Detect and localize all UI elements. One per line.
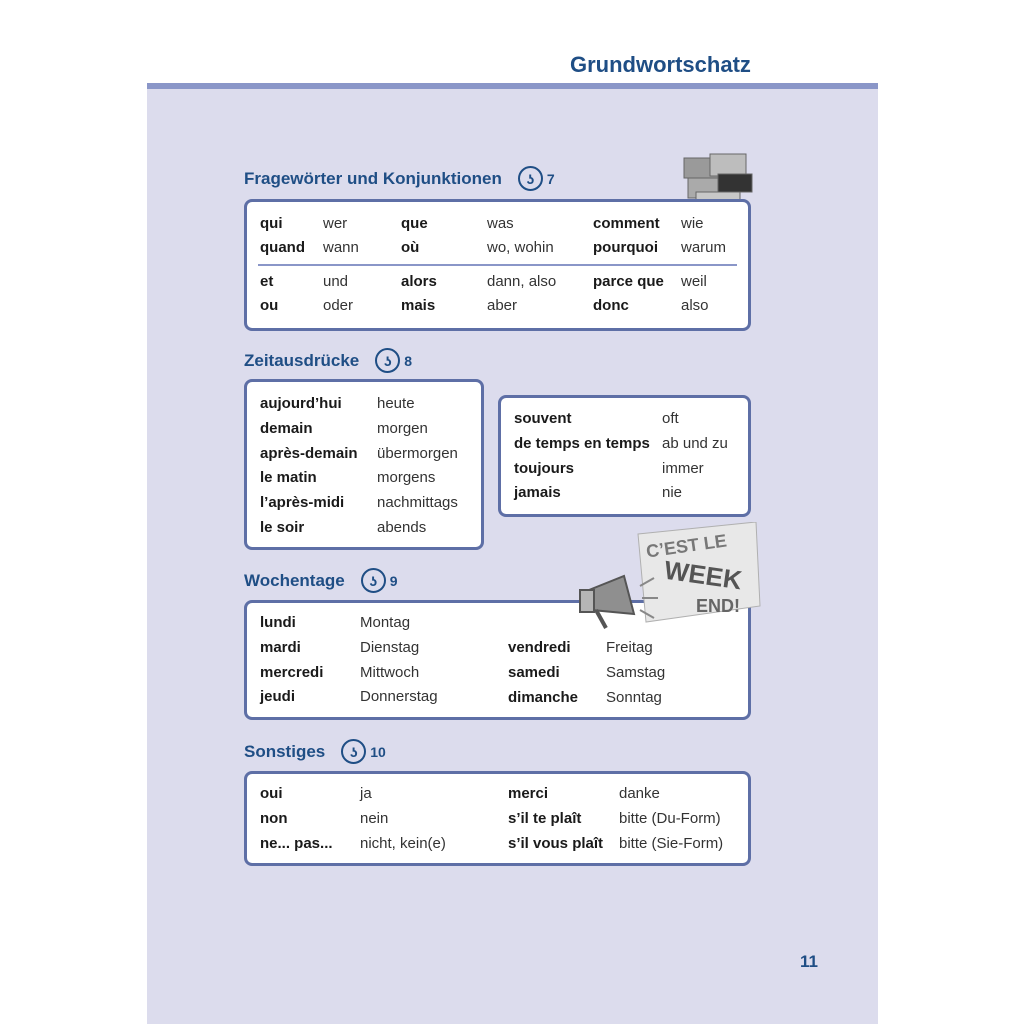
vocab-french: donc — [593, 297, 629, 314]
vocab-french: que — [401, 215, 428, 232]
vocab-french: demain — [260, 419, 313, 437]
vocab-french: aujourd’hui — [260, 395, 342, 412]
vocab-german: nachmittags — [377, 494, 458, 512]
vocab-french: alors — [401, 273, 437, 290]
audio-track-number: 10 — [370, 743, 386, 760]
sticker-line-2: WEEK — [662, 554, 744, 596]
vocab-german: bitte (Sie-Form) — [619, 834, 724, 852]
vocab-french: souvent — [514, 410, 572, 427]
megaphone-icon — [576, 568, 662, 632]
sticker-line-3: END! — [696, 596, 740, 616]
vocab-french: de temps en temps — [514, 434, 650, 452]
vocab-german: morgens — [377, 469, 436, 487]
vocab-french: samedi — [508, 663, 560, 681]
page-number: 11 — [800, 952, 818, 971]
box-sonstiges — [244, 771, 751, 866]
vocab-french: le soir — [260, 519, 305, 536]
vocab-german: heute — [377, 395, 415, 412]
box-zeit-right — [498, 395, 751, 517]
vocab-german: und — [323, 273, 349, 290]
audio-track-number: 9 — [389, 572, 398, 589]
vocab-german: morgen — [377, 419, 428, 437]
vocab-german: wo, wohin — [487, 239, 554, 256]
vocab-german: ab und zu — [662, 434, 728, 452]
vocab-german: nicht, kein(e) — [360, 834, 446, 852]
vocab-french: qui — [260, 215, 283, 232]
audio-track[interactable] — [361, 568, 398, 593]
vocab-german: aber — [487, 297, 518, 314]
vocab-french: mercredi — [260, 663, 324, 681]
vocab-german: nie — [662, 484, 683, 502]
vocab-french: après-demain — [260, 444, 358, 462]
audio-track-number: 7 — [546, 170, 555, 187]
vocab-french: le matin — [260, 469, 317, 487]
vocab-french: merci — [508, 785, 549, 802]
vocab-german: was — [487, 215, 514, 232]
audio-ear-icon: ʖ — [518, 166, 543, 191]
section-title-sonstiges — [244, 739, 386, 764]
vocab-french: comment — [593, 215, 660, 232]
vocab-french: s’il te plaît — [508, 809, 582, 827]
vocab-french: s’il vous plaît — [508, 834, 604, 852]
audio-track-number: 8 — [404, 352, 413, 369]
vocab-german: Montag — [360, 614, 411, 631]
vocab-french: pourquoi — [593, 239, 658, 256]
vocab-french: jeudi — [260, 688, 296, 706]
vocab-german: immer — [662, 459, 704, 477]
vocab-german: weil — [681, 273, 707, 290]
vocab-french: ne... pas... — [260, 834, 333, 852]
vocab-german: übermorgen — [377, 444, 458, 462]
vocab-french: oui — [260, 785, 283, 802]
audio-track[interactable] — [375, 348, 412, 373]
vocab-german: Freitag — [606, 639, 653, 656]
vocab-german: Dienstag — [360, 638, 420, 656]
vocab-french: vendredi — [508, 639, 571, 656]
vocab-german: oft — [662, 410, 679, 427]
vocab-french: lundi — [260, 614, 296, 631]
section-title-woche — [244, 568, 398, 593]
vocab-german: wie — [681, 215, 704, 232]
vocab-german: bitte (Du-Form) — [619, 809, 721, 827]
vocab-german: warum — [681, 239, 727, 256]
vocab-german: dann, also — [487, 273, 557, 290]
section-title-text: Fragewörter und Konjunktionen — [244, 168, 502, 188]
vocab-french: parce que — [593, 273, 664, 290]
vocab-german: wer — [323, 215, 348, 232]
page-header-title: Grundwortschatz — [570, 52, 751, 77]
box-fragewoerter — [244, 199, 751, 331]
audio-ear-icon: ʖ — [341, 739, 366, 764]
vocab-german: Sonntag — [606, 688, 662, 706]
vocab-french: mais — [401, 297, 436, 314]
vocab-german: Samstag — [606, 663, 666, 681]
vocab-french: non — [260, 809, 288, 827]
vocab-french: jamais — [514, 484, 561, 502]
vocab-german: ja — [360, 785, 372, 802]
audio-ear-icon: ʖ — [361, 568, 386, 593]
vocab-french: l’après-midi — [260, 494, 345, 512]
vocab-german: abends — [377, 519, 427, 536]
audio-track[interactable] — [341, 739, 386, 764]
vocab-german: nein — [360, 809, 389, 827]
section-title-fragewoerter — [244, 166, 555, 191]
table-divider — [258, 264, 737, 266]
sticker-line-1: C’EST LE — [644, 530, 728, 562]
vocab-french: quand — [260, 239, 305, 256]
audio-ear-icon: ʖ — [375, 348, 400, 373]
vocab-french: où — [401, 239, 420, 256]
vocab-german: oder — [323, 297, 354, 314]
vocab-german: also — [681, 297, 709, 314]
section-title-zeit — [244, 348, 412, 373]
vocab-french: toujours — [514, 459, 574, 477]
vocab-german: Donnerstag — [360, 688, 438, 706]
vocab-french: dimanche — [508, 688, 579, 706]
vocab-french: mardi — [260, 638, 301, 656]
vocab-german: Mittwoch — [360, 663, 420, 681]
section-title-text: Sonstiges — [244, 741, 326, 761]
audio-track[interactable] — [518, 166, 555, 191]
section-title-text: Zeitausdrücke — [244, 350, 360, 370]
section-title-text: Wochentage — [244, 570, 345, 590]
vocab-german: wann — [323, 239, 359, 256]
box-zeit-left — [244, 379, 484, 550]
vocab-french: et — [260, 273, 274, 290]
vocab-german: danke — [619, 785, 660, 802]
vocab-french: ou — [260, 297, 279, 314]
